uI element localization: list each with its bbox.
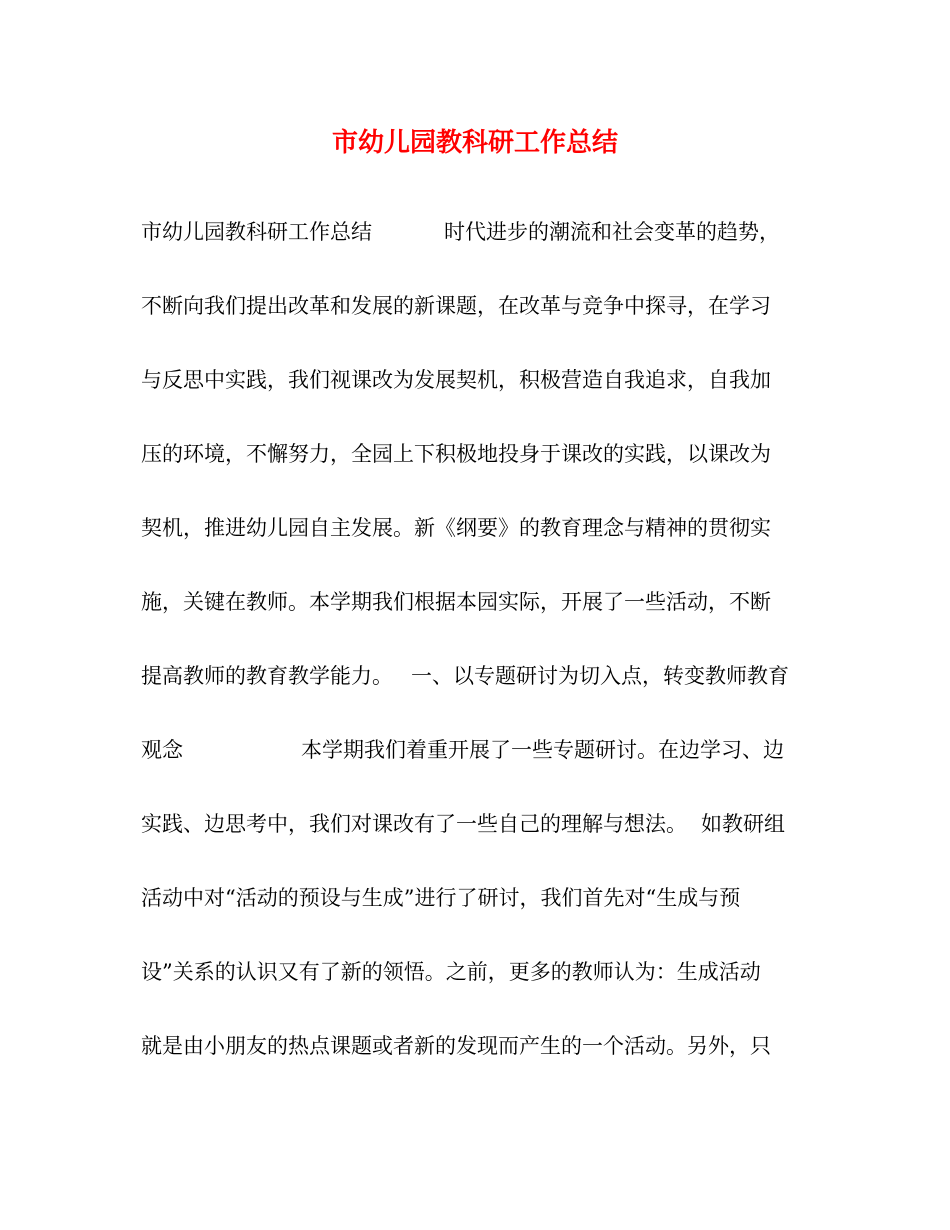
text-segment: 设”关系的认识又有了新的领悟。之前，更多的教师认为：生成活动 — [141, 960, 761, 984]
text-segment: 实践、边思考中，我们对课改有了一些自己的理解与想法。 — [141, 812, 687, 836]
text-line — [141, 444, 821, 465]
text-line — [141, 740, 821, 761]
text-segment: 活动中对“活动的预设与生成”进行了研讨，我们首先对“生成与预 — [141, 886, 741, 910]
text-segment: 如教研组 — [701, 812, 785, 836]
text-segment: 压的环境，不懈努力，全园上下积极地投身于课改的实践，以课改为 — [141, 442, 771, 466]
text-segment: 提高教师的教育教学能力。 — [141, 664, 393, 688]
text-line — [141, 962, 821, 983]
text-segment: 契机，推进幼儿园自主发展。新《纲要》的教育理念与精神的贯彻实 — [141, 516, 771, 540]
text-segment: 不断向我们提出改革和发展的新课题，在改革与竞争中探寻，在学习 — [141, 294, 771, 318]
text-segment: 本学期我们着重开展了一些专题研讨。在边学习、边 — [301, 738, 784, 762]
text-line — [141, 222, 821, 243]
text-line — [141, 518, 821, 539]
text-segment: 时代进步的潮流和社会变革的趋势， — [444, 220, 780, 244]
text-segment: 与反思中实践，我们视课改为发展契机，积极营造自我追求，自我加 — [141, 368, 771, 392]
text-line — [141, 888, 821, 909]
text-line — [141, 814, 821, 835]
text-segment: 施，关键在教师。本学期我们根据本园实际，开展了一些活动，不断 — [141, 590, 771, 614]
text-line — [141, 666, 821, 687]
text-segment: 就是由小朋友的热点课题或者新的发现而产生的一个活动。另外，只 — [141, 1034, 771, 1058]
text-segment: 市幼儿园教科研工作总结 — [141, 220, 372, 244]
text-line — [141, 296, 821, 317]
text-line — [141, 592, 821, 613]
text-line — [141, 370, 821, 391]
document-title: 市幼儿园教科研工作总结 — [331, 128, 618, 158]
text-segment: 观念 — [141, 738, 183, 762]
text-segment: 一、以专题研讨为切入点，转变教师教育 — [411, 664, 789, 688]
text-line — [141, 1036, 821, 1057]
